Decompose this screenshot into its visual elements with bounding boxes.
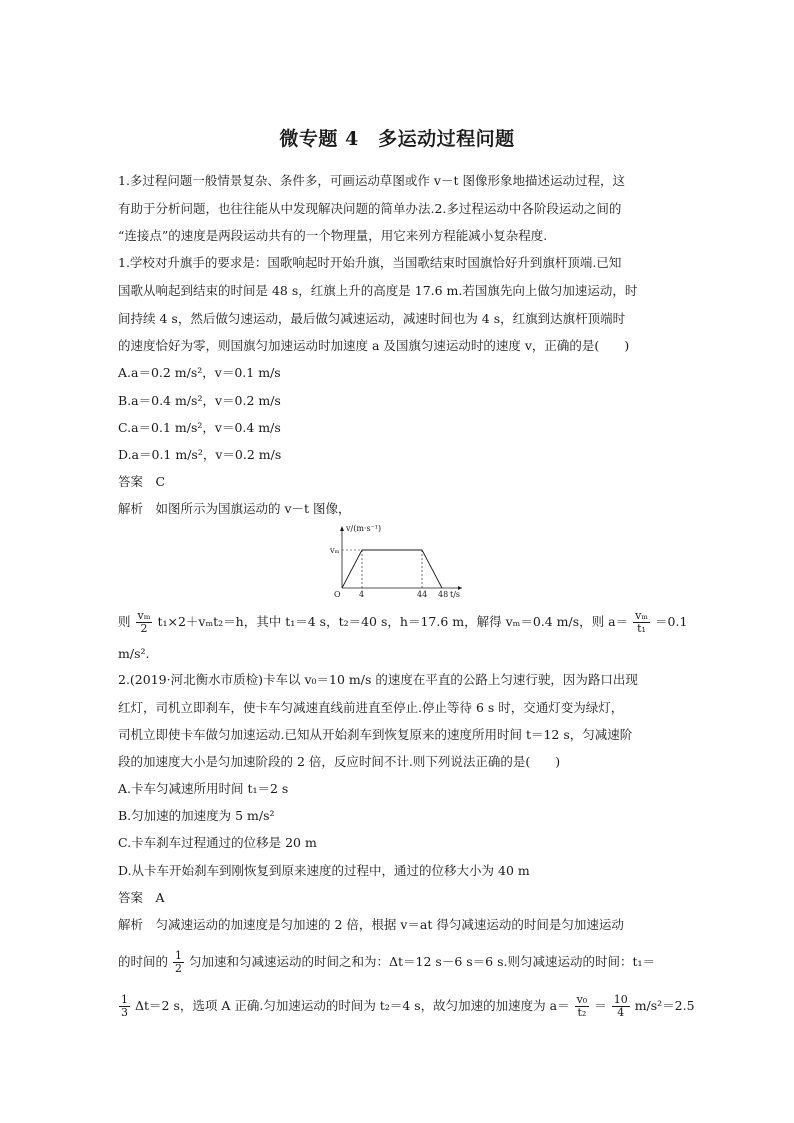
q2-answer: 答案 A bbox=[118, 890, 165, 905]
q2-stem-line: 红灯，司机立即刹车，使卡车匀减速直线前进直至停止.停止等待 6 s 时，交通灯变为绿灯， bbox=[118, 700, 624, 715]
origin-label: O bbox=[334, 590, 341, 599]
sol-suffix: ＝0.1 bbox=[655, 614, 688, 629]
q2-analysis-line1: 解析 匀减速运动的加速度是匀加速的 2 倍，根据 v＝at 得匀减速运动的时间是匀加速运动 bbox=[118, 917, 624, 932]
q1-option-a: A.a＝0.2 m/s²，v＝0.1 m/s bbox=[118, 365, 281, 380]
y-axis-arrow bbox=[340, 526, 344, 531]
a2-suffix: 匀加速和匀减速运动的时间之和为：Δt＝12 s－6 s＝6 s.则匀减速运动的时间：t₁＝ bbox=[188, 954, 656, 969]
frac-den: 2 bbox=[140, 622, 148, 635]
q2-option-a: A.卡车匀减速所用时间 t₁＝2 s bbox=[118, 781, 289, 796]
frac-den: 4 bbox=[617, 1006, 625, 1019]
frac-den: t₁ bbox=[637, 622, 646, 635]
q1-stem-line: 1.学校对升旗手的要求是：国歌响起时开始升旗，当国歌结束时国旗恰好升到旗杆顶端.已知 bbox=[118, 255, 622, 270]
tick-label: 4 bbox=[359, 590, 365, 599]
tick-label: 44 bbox=[417, 590, 428, 599]
q1-stem-line: 国歌从响起到结束的时间是 48 s，红旗上升的高度是 17.6 m.若国旗先向上做匀加速运动，时 bbox=[118, 283, 638, 298]
q1-stem-line: 的速度恰好为零，则国旗匀加速运动时加速度 a 及国旗匀速运动时的速度 v，正确的是( ) bbox=[118, 338, 630, 353]
intro-line: 有助于分析问题，也往往能从中发现解决问题的简单办法.2.多过程运动中各阶段运动之间的 bbox=[118, 201, 622, 216]
sol-mid: t₁×2＋vₘt₂＝h，其中 t₁＝4 s，t₂＝40 s，h＝17.6 m，解得 vₘ＝0.4 m/s，则 a＝ bbox=[157, 614, 629, 629]
q2-stem-line: 段的加速度大小是匀加速阶段的 2 倍，反应时间不计.则下列说法正确的是( ) bbox=[118, 754, 561, 769]
frac-num: 10 bbox=[613, 993, 628, 1006]
frac-den: t₂ bbox=[577, 1006, 587, 1019]
vm-label: vₘ bbox=[330, 546, 340, 555]
q2-analysis-line3 bbox=[118, 993, 695, 1019]
q2-analysis-line2 bbox=[118, 950, 680, 975]
a2-prefix: 的时间的 bbox=[118, 954, 169, 969]
fraction-vm-over-t1 bbox=[633, 610, 650, 635]
q2-stem-line: 2.(2019·河北衡水市质检)卡车以 v₀＝10 m/s 的速度在平直的公路上匀速行驶，因为路口出现 bbox=[118, 672, 638, 687]
frac-num: 1 bbox=[121, 993, 128, 1006]
q1-solution bbox=[118, 609, 688, 635]
q1-analysis: 解析 如图所示为国旗运动的 v－t 图像， bbox=[118, 501, 351, 516]
fraction-vm-over-2 bbox=[136, 610, 153, 635]
y-axis-label: v/(m·s⁻¹) bbox=[346, 524, 382, 533]
sol-prefix: 则 bbox=[118, 614, 131, 629]
q1-solution-line2: m/s². bbox=[118, 646, 150, 661]
frac-num: vₘ bbox=[137, 609, 151, 622]
x-axis-label: t/s bbox=[450, 590, 461, 599]
intro-line: 1.多过程问题一般情景复杂、条件多，可画运动草图或作 v－t 图像形象地描述运动过程，这 bbox=[118, 173, 625, 188]
vt-graph-figure bbox=[322, 522, 472, 600]
q1-stem-line: 间持续 4 s，然后做匀速运动，最后做匀减速运动，减速时间也为 4 s，红旗到达旗杆顶端时 bbox=[118, 311, 626, 326]
fraction-v0-over-t2 bbox=[575, 994, 590, 1019]
q2-option-d: D.从卡车开始刹车到刚恢复到原来速度的过程中，通过的位移大小为 40 m bbox=[118, 863, 530, 878]
q1-option-d: D.a＝0.1 m/s²，v＝0.2 m/s bbox=[118, 447, 282, 462]
a3-eq: ＝ bbox=[594, 998, 607, 1013]
tick-label: 48 bbox=[438, 590, 449, 599]
q1-answer: 答案 C bbox=[118, 474, 166, 489]
q2-stem-line: 司机立即使卡车做匀加速运动.已知从开始刹车到恢复原来的速度所用时间 t＝12 s，匀减速阶 bbox=[118, 727, 633, 742]
page-title: 微专题 4 多运动过程问题 bbox=[279, 128, 515, 150]
a3-mid: Δt＝2 s，选项 A 正确.匀加速运动的时间为 t₂＝4 s，故匀加速的加速度为 a＝ bbox=[134, 998, 570, 1013]
q2-option-b: B.匀加速的加速度为 5 m/s² bbox=[118, 808, 275, 823]
frac-num: v₀ bbox=[576, 993, 588, 1006]
fraction-one-third bbox=[119, 994, 130, 1019]
q1-option-b: B.a＝0.4 m/s²，v＝0.2 m/s bbox=[118, 393, 281, 408]
frac-den: 2 bbox=[175, 962, 182, 975]
q2-option-c: C.卡车刹车过程通过的位移是 20 m bbox=[118, 835, 317, 850]
frac-num: 1 bbox=[175, 949, 182, 962]
frac-num: vₘ bbox=[635, 609, 649, 622]
intro-line: “连接点”的速度是两段运动共有的一个物理量，用它来列方程能减小复杂程度. bbox=[118, 228, 548, 243]
frac-den: 3 bbox=[121, 1006, 128, 1019]
velocity-curve bbox=[342, 550, 442, 588]
a3-suffix: m/s²＝2.5 bbox=[634, 998, 695, 1013]
fraction-one-half bbox=[173, 950, 184, 975]
q1-option-c: C.a＝0.1 m/s²，v＝0.4 m/s bbox=[118, 420, 281, 435]
fraction-10-over-4 bbox=[612, 994, 630, 1019]
